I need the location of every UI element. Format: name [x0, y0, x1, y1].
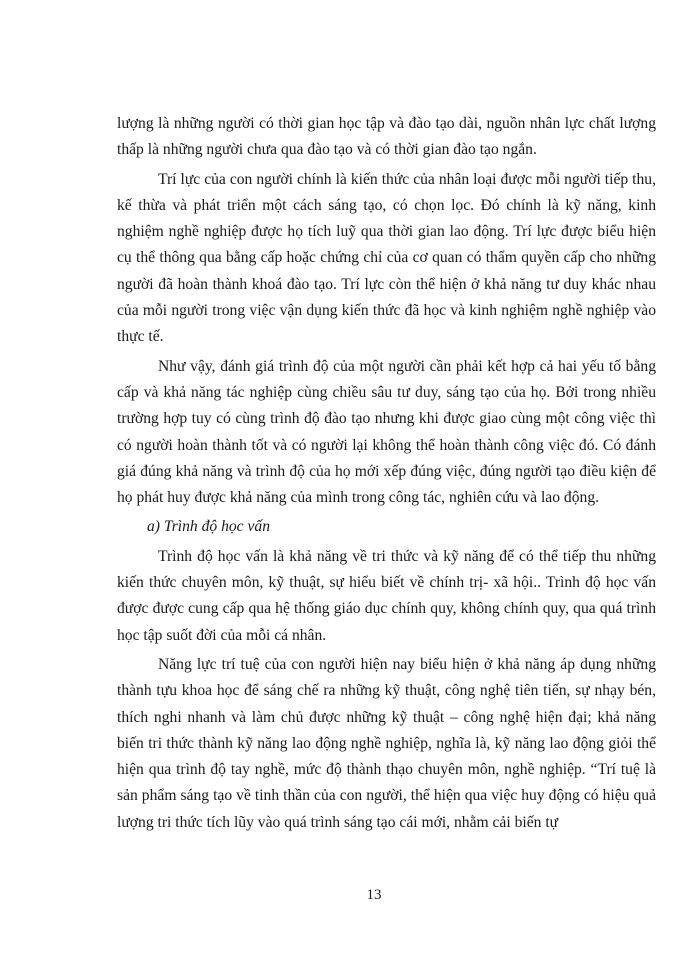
- paragraph-nang-luc-tri-tue: Năng lực trí tuệ của con người hiện nay biểu hiện ở khả năng áp dụng những thành tựu khoa học để sáng chế ra những kỹ thuật, công nghệ tiên tiến, sự nhạy bén, thích nghi nhanh và làm chủ được những kỹ thuật – công nghệ hiện đại; khả năng biến tri thức thành kỹ năng lao động nghề nghiệp, nghĩa là, kỹ năng lao động giỏi thể hiện qua trình độ tay nghề, mức độ thành thạo chuyên môn, nghề nghiệp. “Trí tuệ là sản phẩm sáng tạo về tinh thần của con người, thể hiện qua việc huy động có hiệu quả lượng tri thức tích lũy vào quá trình sáng tạo cái mới, nhằm cải biến tự: [117, 655, 656, 831]
- page-content: [117, 111, 656, 839]
- paragraph-trinh-do-hoc-van: Trình độ học vấn là khả năng về tri thức và kỹ năng để có thể tiếp thu những kiến thức chuyên môn, kỹ thuật, sự hiểu biết về chính trị- xã hội.. Trình độ học vấn được được cung cấp qua hệ thống giáo dục chính quy, không chính quy, qua quá trình học tập suốt đời của mỗi cá nhân.: [117, 547, 656, 644]
- page-number: 13: [366, 887, 382, 903]
- paragraph-tri-luc: Trí lực của con người chính là kiến thức của nhân loại được mỗi người tiếp thu, kế thừa và phát triển một cách sáng tạo, có chọn lọc. Đó chính là kỹ năng, kinh nghiệm nghề nghiệp được họ tích luỹ qua thời gian lao động. Trí lực được biểu hiện cụ thể thông qua bằng cấp hoặc chứng chỉ của cơ quan có thẩm quyền cấp cho những người đã hoàn thành khoá đào tạo. Trí lực còn thể hiện ở khả năng tư duy khác nhau của mỗi người trong việc vận dụng kiến thức đã học và kinh nghiệm nghề nghiệp vào thực tế.: [117, 170, 656, 346]
- section-heading-trinh-do-hoc-van: a) Trình độ học vấn: [147, 518, 271, 536]
- paragraph-continuation: lượng là những người có thời gian học tập và đào tạo dài, nguồn nhân lực chất lượng thấp là những người chưa qua đào tạo và có thời gian đào tạo ngắn.: [117, 115, 656, 159]
- paragraph-danh-gia-trinh-do: Như vậy, đánh giá trình độ của một người cần phải kết hợp cả hai yếu tố bằng cấp và khả năng tác nghiệp cùng chiều sâu tư duy, sáng tạo của họ. Bởi trong nhiều trường hợp tuy có cùng trình độ đào tạo nhưng khi được giao cùng một công việc thì có người hoàn thành tốt và có người lại không thể hoàn thành công việc đó. Có đánh giá đúng khả năng và trình độ của họ mới xếp đúng việc, đúng người tạo điều kiện để họ phát huy được khả năng của mình trong công tác, nghiên cứu và lao động.: [117, 357, 656, 507]
